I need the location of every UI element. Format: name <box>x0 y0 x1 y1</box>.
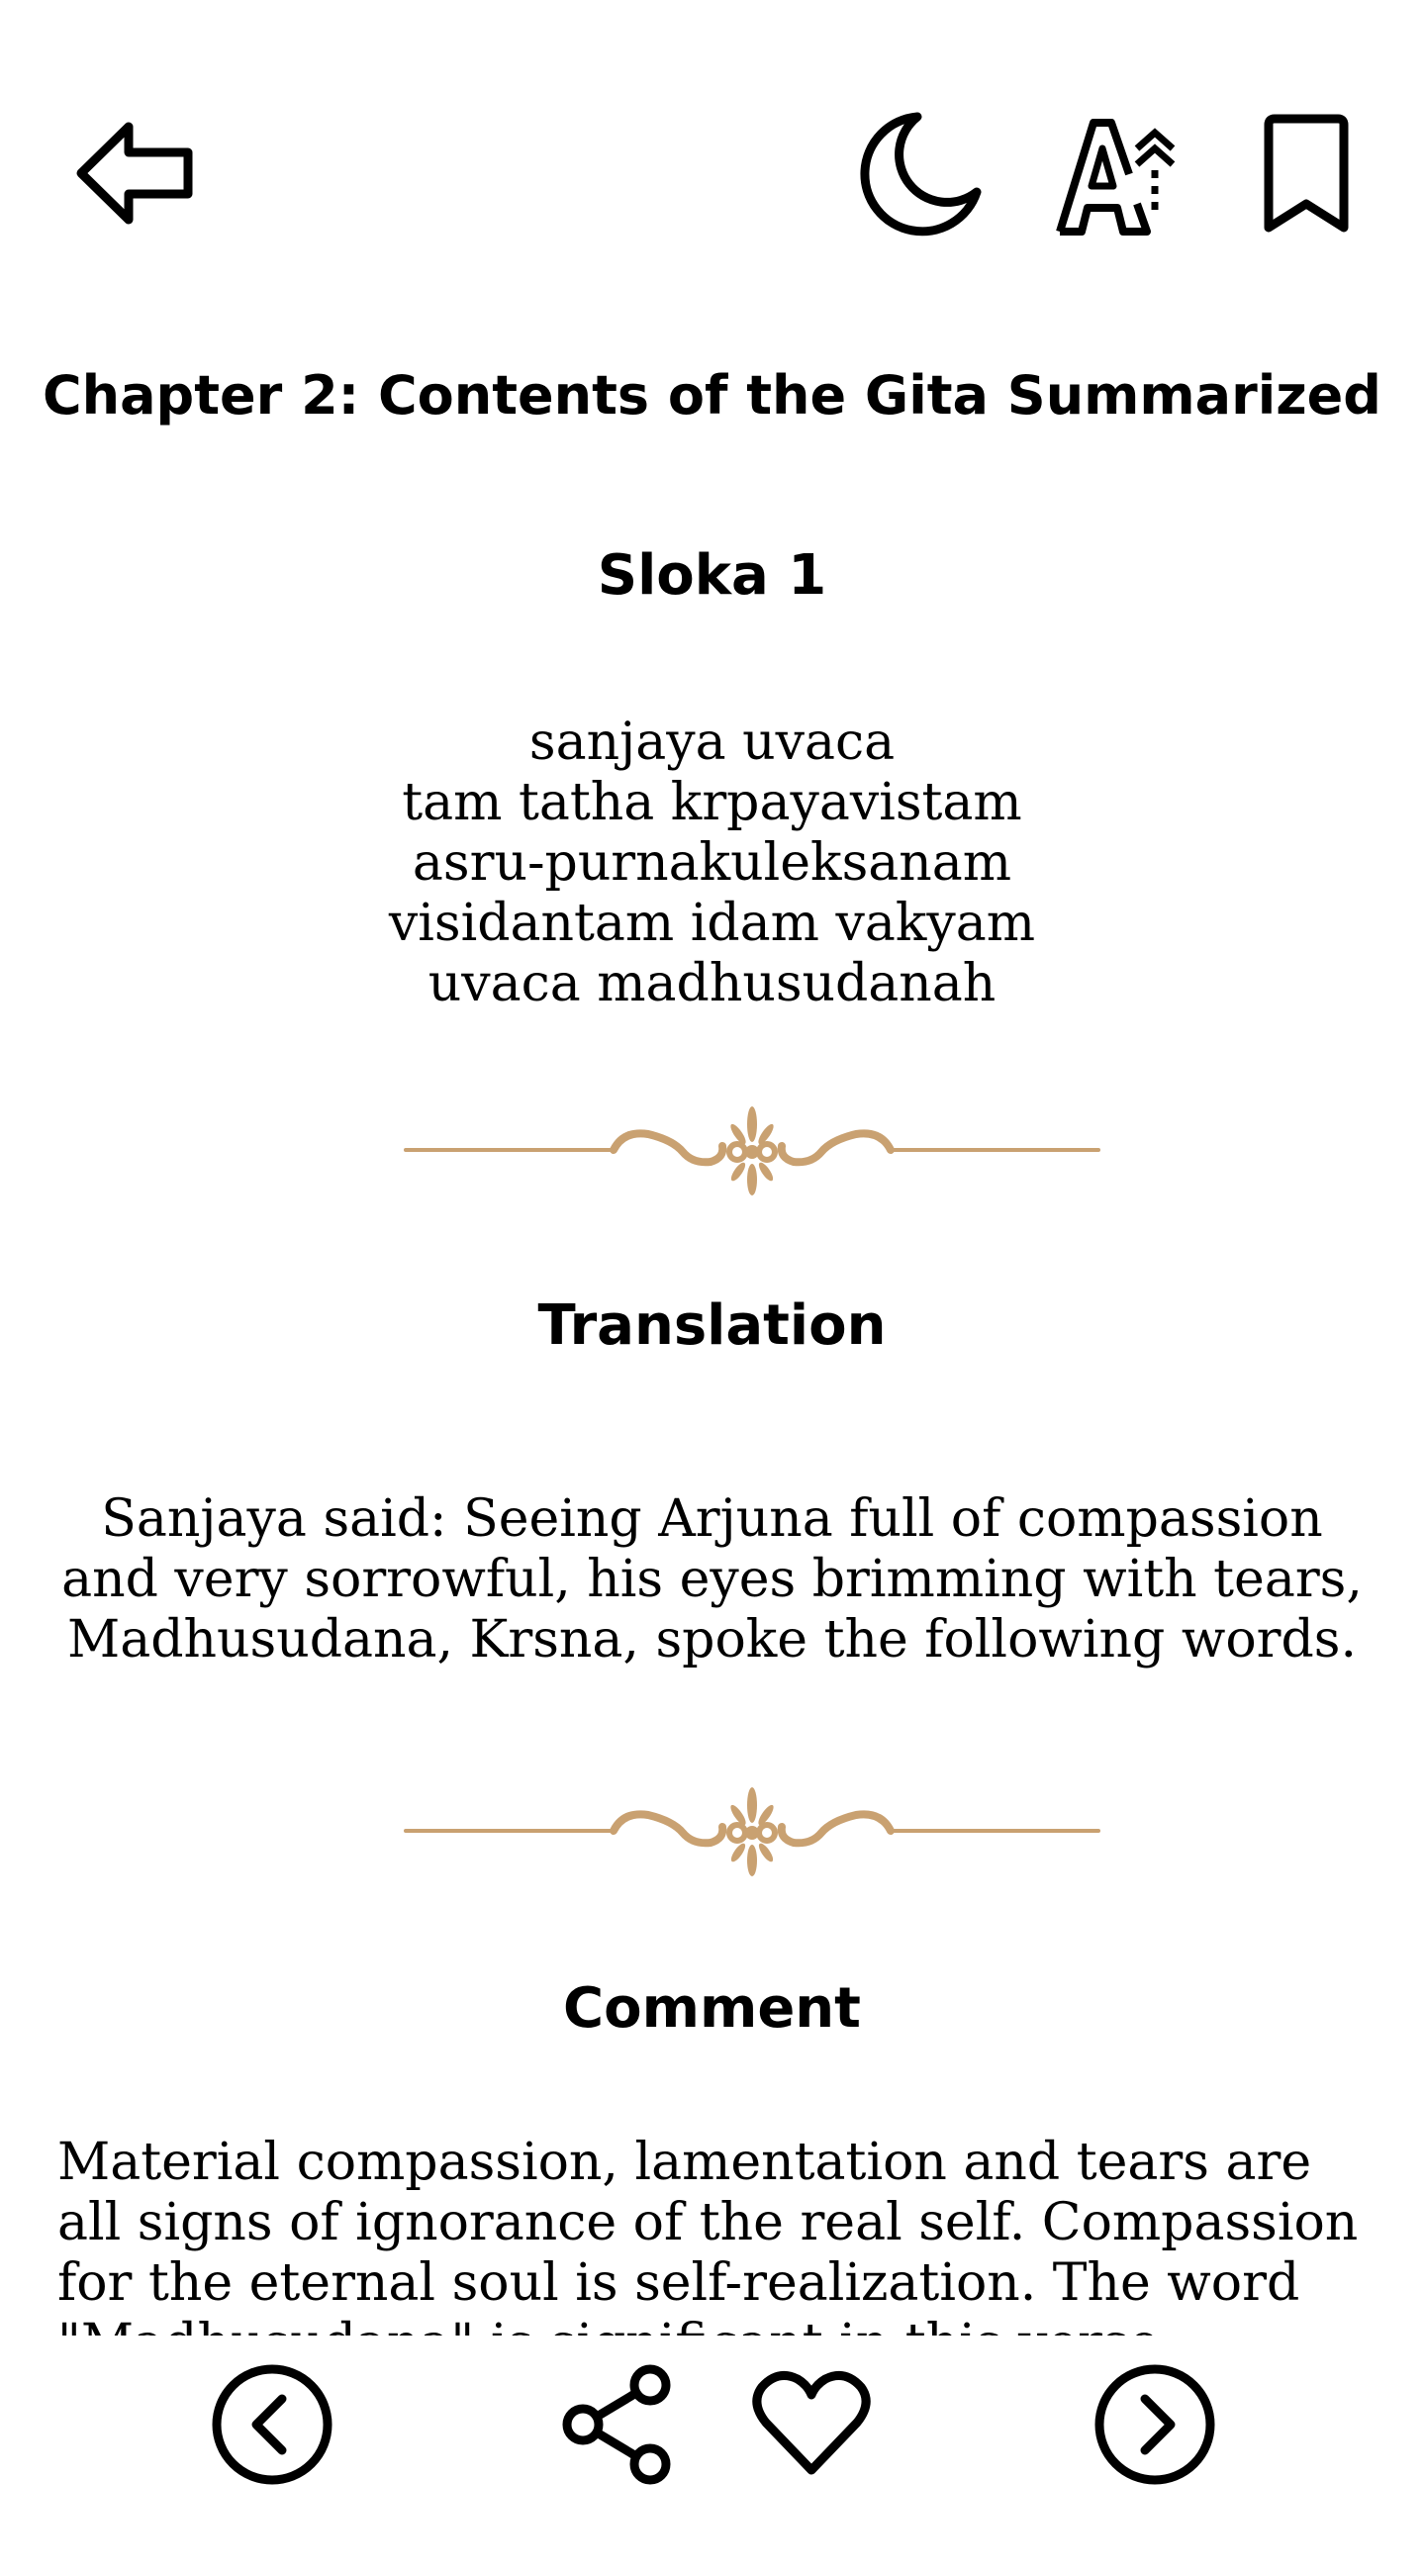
favorite-button[interactable] <box>747 2360 876 2489</box>
comment-line: all signs of ignorance of the real self. Compassion <box>57 2193 1359 2252</box>
translation-text <box>59 1489 1365 1670</box>
verse-line: asru-purnakuleksanam <box>412 833 1012 893</box>
chapter-title: Chapter 2: Contents of the Gita Summarized <box>43 364 1381 427</box>
comment-line: Material compassion, lamentation and tears are <box>57 2133 1312 2192</box>
comment-line: for the eternal soul is self-realization. The word <box>57 2253 1300 2313</box>
share-button[interactable] <box>554 2360 683 2489</box>
arrow-left-icon <box>69 119 198 228</box>
bottom-navigation <box>0 2336 1424 2514</box>
translation-line: Sanjaya said: Seeing Arjuna full of compassion <box>101 1489 1323 1549</box>
verse-line: visidantam idam vakyam <box>388 894 1036 953</box>
ornament-divider <box>396 1100 1108 1199</box>
chevron-right-circle-icon <box>1093 2363 1216 2486</box>
translation-heading: Translation <box>537 1293 887 1358</box>
font-size-button[interactable] <box>1047 104 1186 242</box>
verse-line: tam tatha krpayavistam <box>402 773 1022 832</box>
bookmark-icon <box>1257 109 1356 238</box>
next-button[interactable] <box>1091 2360 1219 2489</box>
night-mode-button[interactable] <box>851 104 990 242</box>
back-button[interactable] <box>59 109 208 238</box>
top-toolbar <box>0 0 1424 297</box>
verse-line: uvaca madhusudanah <box>427 954 997 1013</box>
translation-line: Madhusudana, Krsna, spoke the following words. <box>67 1610 1357 1670</box>
moon-icon <box>856 109 985 238</box>
sloka-verse <box>0 713 1424 1014</box>
verse-line: sanjaya uvaca <box>528 713 896 772</box>
reading-content[interactable] <box>0 356 1424 2336</box>
chevron-left-circle-icon <box>211 2363 333 2486</box>
comment-heading: Comment <box>563 1976 861 2041</box>
bookmark-button[interactable] <box>1247 104 1366 242</box>
font-size-icon <box>1052 109 1181 238</box>
translation-line: and very sorrowful, his eyes brimming with tears, <box>61 1550 1363 1609</box>
ornament-divider <box>396 1781 1108 1880</box>
heart-icon <box>750 2363 873 2486</box>
sloka-heading: Sloka 1 <box>597 543 827 608</box>
share-icon <box>557 2363 680 2486</box>
previous-button[interactable] <box>208 2360 336 2489</box>
